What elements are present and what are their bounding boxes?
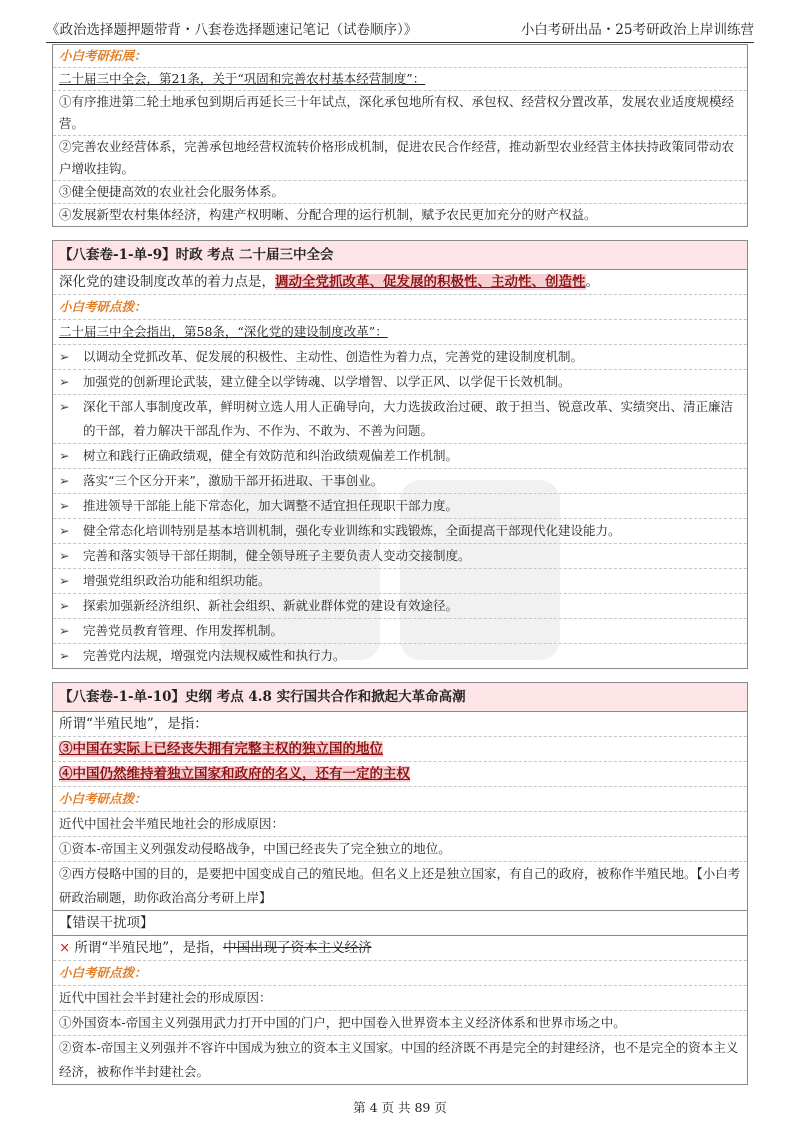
question-9-title: 【八套卷-1-单-9】时政 考点 二十届三中全会 xyxy=(53,241,747,270)
arrow-bullet-icon: ➢ xyxy=(59,598,70,613)
arrow-bullet-icon: ➢ xyxy=(59,523,70,538)
extension-label: 小白考研拓展： xyxy=(59,48,147,63)
question-10-reason2-2: ②资本-帝国主义列强并不容许中国成为独立的资本主义国家。中国的经济既不再是完全的封建经济，也不是完全的资本主义经济，被称作半封建社会。 xyxy=(59,1040,739,1079)
question-9-stem: 深化党的建设制度改革的着力点是，调动全党抓改革、促发展的积极性、主动性、创造性。 xyxy=(53,270,747,295)
question-10-reason-1: ①资本-帝国主义列强发动侵略战争，中国已经丧失了完全独立的地位。 xyxy=(53,837,747,862)
page-header xyxy=(46,14,754,43)
question-10-reason-2: ②西方侵略中国的目的，是要把中国变成自己的殖民地。但名义上还是独立国家，有自己的政府，被称作半殖民地。【小白考研政治刷题，助你政治高分考研上岸】 xyxy=(53,862,747,911)
arrow-bullet-icon: ➢ xyxy=(59,399,70,414)
question-10-intro: 近代中国社会半殖民地社会的形成原因： xyxy=(53,812,747,837)
wrong-option-struck: 中国出现了资本主义经济 xyxy=(223,940,372,956)
distractor-label: 【错误干扰项】 xyxy=(53,911,747,936)
list-item: ➢ 健全常态化培训特别是基本培训机制，强化专业训练和实践锻炼，全面提高干部现代化建设能力。 xyxy=(53,519,747,544)
arrow-bullet-icon: ➢ xyxy=(59,448,70,463)
page-number: 第 4 页 共 89 页 xyxy=(353,1100,447,1115)
question-box-10 xyxy=(52,682,748,1085)
extension-item-2: ②完善农业经营体系，完善承包地经营权流转价格形成机制，促进农民合作经营，推动新型农业经营主体扶持政策同带动农户增收挂钩。 xyxy=(53,136,747,181)
wrong-option: × 所谓“半殖民地”，是指，中国出现了资本主义经济 xyxy=(53,936,747,961)
list-item: ➢ 以调动全党抓改革、促发展的积极性、主动性、创造性为着力点，完善党的建设制度机制。 xyxy=(53,345,747,370)
arrow-bullet-icon: ➢ xyxy=(59,548,70,563)
question-box-9 xyxy=(52,240,748,669)
extension-item-1: ①有序推进第二轮土地承包到期后再延长三十年试点，深化承包地所有权、承包权、经营权分置改革，发展农业适度规模经营。 xyxy=(53,91,747,136)
extension-item-4: ④发展新型农村集体经济，构建产权明晰、分配合理的运行机制，赋予农民更加充分的财产权益。 xyxy=(59,207,597,222)
arrow-bullet-icon: ➢ xyxy=(59,648,70,663)
list-item: ➢ 加强党的创新理论武装，建立健全以学铸魂、以学增智、以学正风、以学促干长效机制。 xyxy=(53,370,747,395)
header-left-title: 《政治选择题押题带背・八套卷选择题速记笔记（试卷顺序）》 xyxy=(46,22,418,38)
list-item: ➢ 推进领导干部能上能下常态化，加大调整不适宜担任现职干部力度。 xyxy=(53,494,747,519)
arrow-bullet-icon: ➢ xyxy=(59,374,70,389)
extension-item-3: ③健全便捷高效的农业社会化服务体系。 xyxy=(53,181,747,204)
tip-label-2: 小白考研点拨： xyxy=(59,965,147,980)
list-item: ➢ 完善和落实领导干部任期制，健全领导班子主要负责人变动交接制度。 xyxy=(53,544,747,569)
list-item: ➢ 完善党内法规，增强党内法规权威性和执行力。 xyxy=(53,644,747,668)
header-right-brand: 小白考研出品・25考研政治上岸训练营 xyxy=(520,22,754,38)
question-10-title: 【八套卷-1-单-10】史纲 考点 4.8 实行国共合作和掀起大革命高潮 xyxy=(53,683,747,712)
list-item: ➢ 落实“三个区分开来”，激励干部开拓进取、干事创业。 xyxy=(53,469,747,494)
arrow-bullet-icon: ➢ xyxy=(59,623,70,638)
tip-label: 小白考研点拨： xyxy=(59,791,147,806)
list-item: ➢ 完善党员教育管理、作用发挥机制。 xyxy=(53,619,747,644)
question-10-answer-4: ④中国仍然维持着独立国家和政府的名义，还有一定的主权 xyxy=(59,766,410,782)
arrow-bullet-icon: ➢ xyxy=(59,573,70,588)
question-10-stem: 所谓“半殖民地”，是指： xyxy=(53,712,747,737)
list-item: ➢ 探索加强新经济组织、新社会组织、新就业群体党的建设有效途径。 xyxy=(53,594,747,619)
question-10-intro-2: 近代中国社会半封建社会的形成原因： xyxy=(53,986,747,1011)
question-9-answer: 调动全党抓改革、促发展的积极性、主动性、创造性 xyxy=(275,274,586,290)
arrow-bullet-icon: ➢ xyxy=(59,349,70,364)
extension-intro: 二十届三中全会，第21条，关于“巩固和完善农村基本经营制度”： xyxy=(53,68,747,91)
extension-box xyxy=(52,44,748,227)
question-9-intro: 二十届三中全会指出，第58条，“深化党的建设制度改革”： xyxy=(53,320,747,345)
list-item: ➢ 树立和践行正确政绩观，健全有效防范和纠治政绩观偏差工作机制。 xyxy=(53,444,747,469)
list-item: ➢ 深化干部人事制度改革，鲜明树立选人用人正确导向，大力选拔政治过硬、敢于担当、锐意改革、实绩突出、清正廉洁的干部，着力解决干部乱作为、不作为、不敢为、不善为问题。 xyxy=(53,395,747,444)
list-item: ➢ 增强党组织政治功能和组织功能。 xyxy=(53,569,747,594)
arrow-bullet-icon: ➢ xyxy=(59,498,70,513)
question-10-reason2-1: ①外国资本-帝国主义列强用武力打开中国的门户，把中国卷入世界资本主义经济体系和世界市场之中。 xyxy=(53,1011,747,1036)
arrow-bullet-icon: ➢ xyxy=(59,473,70,488)
cross-icon: × xyxy=(59,940,71,956)
question-10-answer-3: ③中国在实际上已经丧失拥有完整主权的独立国的地位 xyxy=(59,741,383,757)
tip-label: 小白考研点拨： xyxy=(59,299,147,314)
